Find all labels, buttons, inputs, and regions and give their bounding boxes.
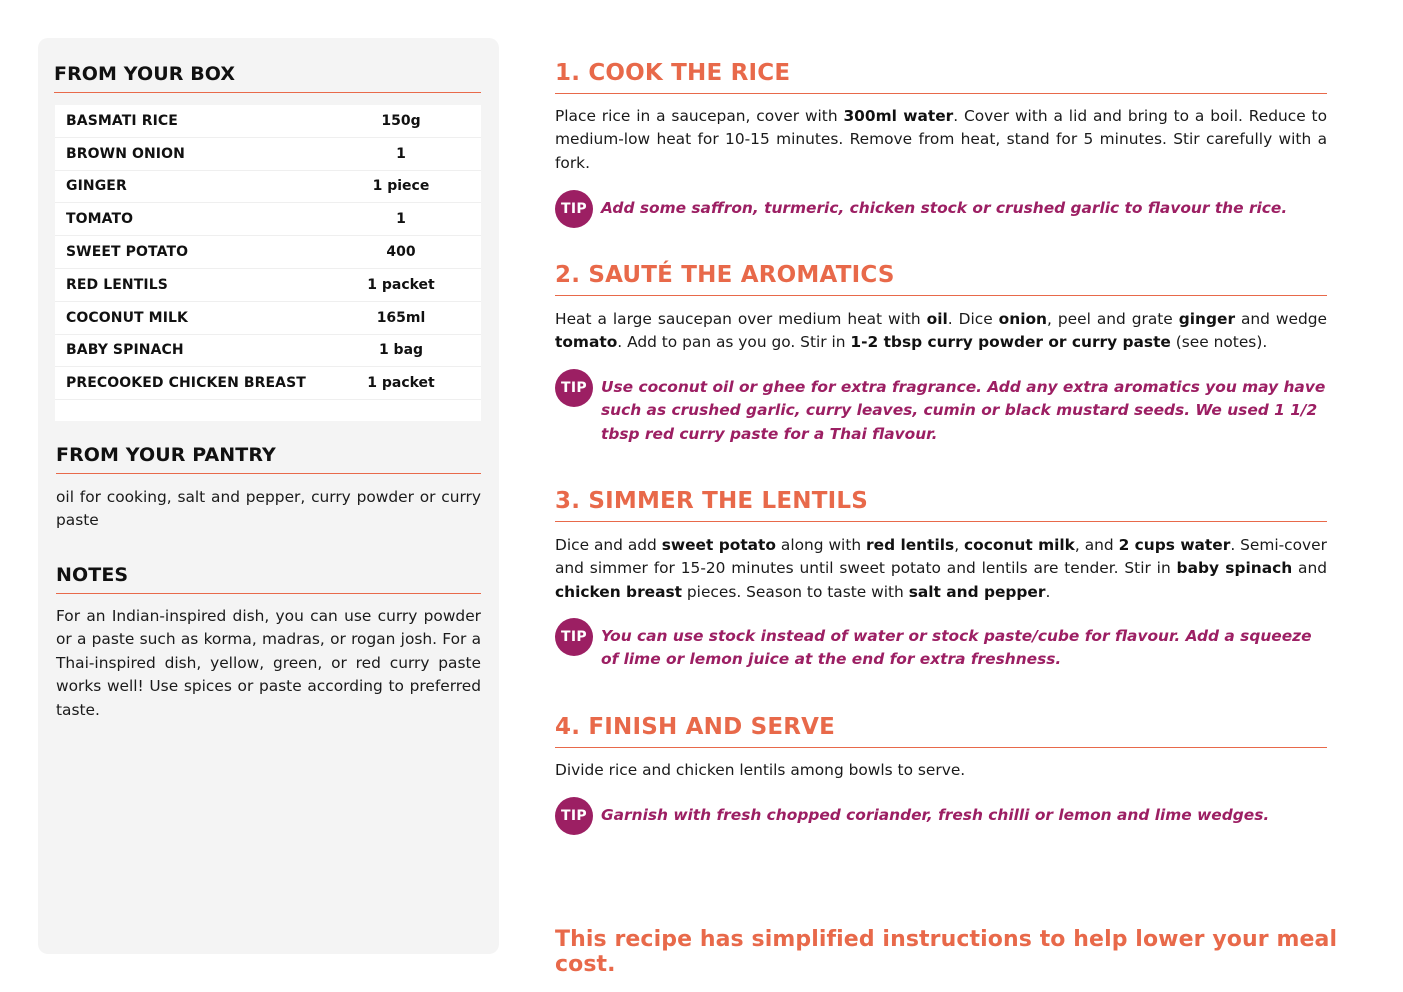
ingredient-name: TOMATO — [66, 211, 134, 228]
ingredient-name: BROWN ONION — [66, 145, 185, 162]
step-text: along with — [776, 536, 867, 554]
notes-text: For an Indian-inspired dish, you can use curry powder or a paste such as korma, madras, or rogan josh. For a Thai-inspired dish, yellow, green, or red curry paste works well! Use spices or paste according to preferred taste. — [56, 607, 481, 719]
step-text: , — [954, 536, 965, 554]
emphasized-ingredient: salt and pepper — [908, 582, 1046, 601]
tip-badge: TIP — [555, 369, 593, 407]
table-row — [55, 367, 481, 400]
table-row — [55, 105, 481, 138]
ingredient-name: COCONUT MILK — [66, 309, 188, 326]
ingredient-qty: 150g — [381, 112, 421, 129]
emphasized-ingredient: 1-2 tbsp curry powder or curry paste — [850, 333, 1171, 352]
table-row — [55, 236, 481, 269]
step-3-body — [555, 534, 1327, 604]
step-text: . Cover with a lid and bring to a boil. Reduce to medium-low heat for 10-15 minutes. Remove from heat, stand for 5 minutes. Stir carefully with a fork. — [555, 107, 1327, 172]
ingredient-name: BABY SPINACH — [66, 342, 184, 359]
pantry-text: oil for cooking, salt and pepper, curry powder or curry paste — [56, 488, 481, 530]
box-heading: FROM YOUR BOX — [54, 63, 481, 93]
step-text: . — [1045, 582, 1051, 601]
tip-badge: TIP — [555, 797, 593, 835]
ingredient-name: BASMATI RICE — [66, 112, 178, 129]
cost-note: This recipe has simplified instructions to help lower your meal cost. — [555, 927, 1338, 977]
emphasized-ingredient: baby spinach — [1176, 559, 1293, 578]
emphasized-ingredient: chicken breast — [555, 582, 683, 601]
emphasized-ingredient: onion — [998, 310, 1048, 328]
tip-badge: TIP — [555, 618, 593, 656]
step-text: Place rice in a saucepan, cover with — [555, 107, 844, 125]
emphasized-ingredient: ginger — [1178, 310, 1236, 328]
step-text: and — [1292, 559, 1328, 578]
step-text: Heat a large saucepan over medium heat with — [555, 310, 927, 328]
table-row — [55, 138, 481, 171]
step-2-title: 2. SAUTÉ THE AROMATICS — [555, 262, 1327, 296]
tip-text: You can use stock instead of water or stock paste/cube for flavour. Add a squeeze of lime or lemon juice at the end for extra freshness. — [601, 627, 1312, 669]
step-text: Dice and add — [555, 536, 662, 554]
box-ingredients-table — [55, 105, 481, 421]
tip-text: Use coconut oil or ghee for extra fragrance. Add any extra aromatics you may have such as crushed garlic, curry leaves, cumin or black mustard seeds. We used 1 1/2 tbsp red curry paste for a Thai flavour. — [601, 378, 1326, 443]
step-4-title: 4. FINISH AND SERVE — [555, 714, 1327, 748]
ingredient-qty: 165ml — [376, 309, 426, 326]
ingredient-name: RED LENTILS — [66, 276, 168, 293]
pantry-heading: FROM YOUR PANTRY — [56, 444, 481, 474]
ingredient-qty: 1 packet — [367, 276, 435, 293]
tip-text: Add some saffron, turmeric, chicken stock or crushed garlic to flavour the rice. — [601, 199, 1288, 217]
step-text: . Dice — [947, 310, 999, 328]
emphasized-ingredient: tomato — [555, 333, 618, 352]
ingredient-qty: 1 piece — [372, 178, 430, 195]
emphasized-ingredient: oil — [926, 310, 948, 328]
step-text: and wedge — [1235, 310, 1327, 328]
step-text: Divide rice and chicken lentils among bowls to serve. — [555, 761, 966, 779]
table-row — [55, 335, 481, 368]
step-1-body — [555, 105, 1327, 175]
step-text: pieces. Season to taste with — [682, 582, 909, 601]
emphasized-ingredient: coconut milk — [964, 536, 1075, 554]
table-row — [55, 302, 481, 335]
step-text: (see notes). — [1170, 333, 1268, 352]
table-row — [55, 203, 481, 236]
emphasized-ingredient: red lentils — [866, 536, 955, 554]
ingredient-qty: 400 — [386, 244, 416, 261]
ingredient-name: GINGER — [66, 178, 127, 195]
step-text: , peel and grate — [1047, 310, 1179, 328]
emphasized-ingredient: sweet potato — [661, 536, 776, 554]
ingredients-panel — [38, 38, 499, 954]
ingredient-name: SWEET POTATO — [66, 244, 189, 261]
ingredient-qty: 1 — [396, 145, 406, 162]
ingredient-qty: 1 — [396, 211, 406, 228]
table-row — [55, 269, 481, 302]
step-3-title: 3. SIMMER THE LENTILS — [555, 488, 1327, 522]
ingredient-qty: 1 bag — [378, 342, 424, 359]
step-2-body — [555, 308, 1327, 355]
ingredient-name: PRECOOKED CHICKEN BREAST — [66, 375, 306, 392]
step-1-title: 1. COOK THE RICE — [555, 60, 1327, 94]
step-text: . Semi-cover and simmer for 15-20 minutes until sweet potato and lentils are tender. Stir in — [555, 536, 1327, 578]
tip-badge: TIP — [555, 190, 593, 228]
emphasized-ingredient: 2 cups water — [1118, 536, 1231, 554]
tip-text: Garnish with fresh chopped coriander, fresh chilli or lemon and lime wedges. — [601, 806, 1270, 824]
emphasized-ingredient: 300ml water — [843, 107, 954, 125]
notes-heading: NOTES — [56, 564, 481, 594]
step-text: , and — [1074, 536, 1119, 554]
ingredient-qty: 1 packet — [367, 375, 435, 392]
table-row — [55, 171, 481, 204]
step-4-body — [555, 759, 1327, 782]
step-text: . Add to pan as you go. Stir in — [617, 333, 851, 352]
